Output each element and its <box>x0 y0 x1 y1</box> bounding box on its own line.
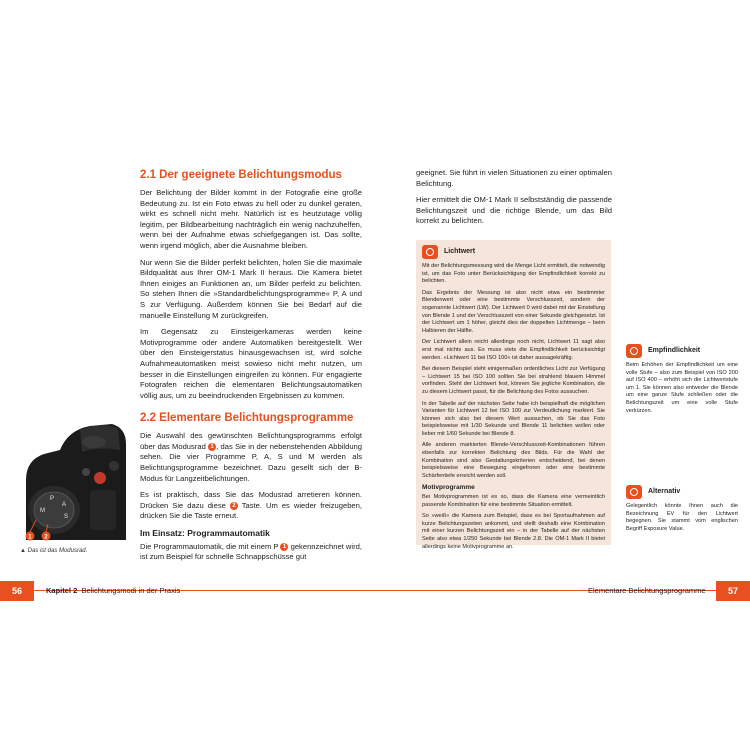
paragraph: Der Belichtung der Bilder kommt in der Fotografie eine große Bedeutung zu. Ist ein Foto etwas zu hell oder zu dunkel geraten, wirkt es schnell nicht mehr. Natürlich ist es heutzutage völlig legitim, per Bildbearbeitung nachträglich ein wenig nachzuhelfen, wenn bei der Aufnahme etwas schiefgegangen ist. Das sollte, wenn irgend möglich, aber die Ausnahme bleiben. <box>140 188 362 250</box>
note-title: Alternativ <box>648 488 681 496</box>
box-paragraph: Alle anderen markierten Blende-Verschlusszeit-Kombinationen führen ebenfalls zur korrekten Belichtung des Bilds. Für die Wahl der Kombination sind also Gestaltungskriterien entscheidend, bei denen beispielsweise eine Bewegung eingefroren oder eine bestimmte Schärfentiefe erreicht werden soll. <box>422 442 605 479</box>
paragraph: Die Programmautomatik, die mit einem P 1 gekennzeichnet wird, ist zum Beispiel für schnelle Schnappschüsse gut <box>140 541 362 562</box>
callout-number: 2 <box>44 534 48 541</box>
note-text: Beim Erhöhen der Empfindlichkeit um eine volle Stufe – also zum Beispiel von ISO 200 auf ISO 400 – erhöht sich die Lichtwertstufe um 1. Sie können also entweder die Blende um eine ganze Stufe schließen oder die Belichtungszeit um eine volle Stufe verkürzen. <box>626 362 738 414</box>
camera-icon <box>626 344 642 358</box>
box-title: Lichtwert <box>444 248 476 256</box>
camera-icon <box>422 245 438 259</box>
note-title: Empfindlichkeit <box>648 347 701 355</box>
svg-text:P: P <box>50 496 55 502</box>
box-paragraph: In der Tabelle auf der nächsten Seite habe ich beispielhaft die möglichen Varianten für Lichtwert 12 bei ISO 100 zur Verdeutlichung markiert. Sie können sich also bei diesem Wert aussuchen, ob Sie das Foto beispielsweise mit 1/30 Sekunde und Blende 11 belichten wollen oder lieber mit 1/60 Sekunde bei Blende 8. <box>422 400 605 437</box>
right-text-column <box>416 168 612 233</box>
box-paragraph: Mit der Belichtungsmessung wird die Menge Licht ermittelt, die notwendig ist, um das Foto unter Berücksichtigung der Empfindlichkeit korrekt zu belichten. <box>422 263 605 285</box>
footer-title: Elementare Belichtungsprogramme <box>588 586 706 595</box>
box-subheading: Motivprogramme <box>422 484 475 492</box>
lichtwert-info-box <box>416 240 611 550</box>
paragraph: Die Auswahl des gewünschten Belichtungsprogramms erfolgt über das Modusrad 1 , das Sie in der nebenstehenden Abbildung sehen. Die vier Programme P, A, S und M werden als Belichtungsprogramme bezeichnet. Dazu gesellt sich der B-Modus für Langzeitbelichtungen. <box>140 431 362 483</box>
callout-number: 1 <box>28 534 32 541</box>
paragraph: Im Gegensatz zu Einsteigerkameras werden keine Motivprogramme oder andere Automatiken bereitgestellt. Wer über den Einsteigerstatus hinausgewachsen ist, wird solche Aufnahmeautomatiken meist sowieso nicht mehr nutzen, um besser in die Einstellungen eingreifen zu können. Für engagierte Fotografen reichen die elementaren Belichtungsautomatiken völlig aus, um zu beeindruckenden Ergebnissen zu kommen. <box>140 327 362 400</box>
paragraph: Es ist praktisch, dass Sie das Modusrad arretieren können. Drücken Sie dazu diese 2 Taste. Um es wieder freizugeben, drücken Sie die Taste erneut. <box>140 490 362 521</box>
box-paragraph: Der Lichtwert allein reicht allerdings noch nicht, Lichtwert 11 sagt also erst mal nichts aus. Es muss stets die Empfindlichkeit berücksichtigt werden. »Lichtwert 11 bei ISO 100« ist daher aussagekräftig. <box>422 339 605 361</box>
box-paragraph: So »weiß« die Kamera zum Beispiel, dass es bei Sportaufnahmen auf kurze Belichtungszeiten ankommt, und stellt deshalb eine Kombination mit einer kurzen Belichtungszeit ein – in der Tabelle auf der nächsten Seite also etwa 1/250 Sekunde bei Blende 2.8. Die OM-1 Mark II bietet allerdings keine Motivprogramme an. <box>422 513 605 550</box>
footer-chapter: Kapitel 2 Belichtungsmodi in der Praxis <box>46 586 181 595</box>
camera-icon <box>626 485 642 499</box>
callout-number: 1 <box>280 543 288 551</box>
callout-number: 1 <box>208 443 216 451</box>
svg-text:S: S <box>64 514 69 520</box>
subheading: Im Einsatz: Programmautomatik <box>140 528 270 539</box>
box-paragraph: Bei diesem Beispiel steht einigermaßen ordentliches Licht zur Verfügung – Lichtwert 15 bei ISO 100 sollten Sie bei strahlend blauem Himmel vorfinden. Steht der Lichtwert fest, können Sie jegliche Kombination, die zu diesem Lichtwert passt, für die Belichtung des Fotos aussuchen. <box>422 366 605 395</box>
callout-number: 2 <box>230 502 238 510</box>
section-heading-2-1: 2.1 Der geeignete Belichtungsmodus <box>140 169 342 181</box>
section-heading-2-2: 2.2 Elementare Belichtungsprogramme <box>140 412 354 425</box>
side-note-alternativ <box>626 485 738 533</box>
page-number: 57 <box>716 581 750 601</box>
side-note-empfindlichkeit <box>626 344 738 415</box>
paragraph: geeignet. Sie führt in vielen Situationen zu einer optimalen Belichtung. <box>416 168 612 188</box>
note-text: Gelegentlich könnte Ihnen auch die Bezeichnung EV für den Lichtwert begegnen. Sie stammt vom englischen Begriff Exposure Value. <box>626 503 738 532</box>
paragraph: Hier ermittelt die OM-1 Mark II selbstständig die passende Belichtungszeit und die richtige Blende, um das Bild korrekt zu belichten. <box>416 195 612 226</box>
page-number: 56 <box>0 581 34 601</box>
box-paragraph: Bei Motivprogrammen ist es so, dass die Kamera eine vermeintlich passende Kombination für eine bestimmte Situation ermittelt. <box>422 494 605 508</box>
paragraph: Nur wenn Sie die Bilder perfekt belichten, holen Sie die maximale Bildqualität aus Ihrer OM-1 Mark II heraus. Die Kamera bietet Ihnen einiges an Funktionen an, um Bilder perfekt zu belichten. So stehen Ihnen die »Standardbelichtungsprogramme« P, A und S zur Verfügung. Außerdem können Sie bei Bedarf auf die manuelle Einstellung M zurückgreifen. <box>140 257 362 320</box>
image-caption: ▲ Das ist das Modusrad. <box>20 548 88 554</box>
left-text-column <box>140 168 362 569</box>
camera-mode-dial-image <box>20 420 130 545</box>
svg-text:A: A <box>62 502 67 508</box>
svg-text:M: M <box>40 508 45 514</box>
box-paragraph: Das Ergebnis der Messung ist also nicht etwa ein bestimmter Blendenwert oder eine bestimmte Verschlusszeit, sondern der sogenannte Lichtwert (LW). Der Lichtwert 0 wird dabei mit der Einstellung von Blende 1 und der Verschlusszeit von einer Sekunde gleichgesetzt. Ist der Lichtwert um 1 höher, gleicht dies der doppelten Lichtmenge – beim Halbieren der Hälfte. <box>422 289 605 334</box>
